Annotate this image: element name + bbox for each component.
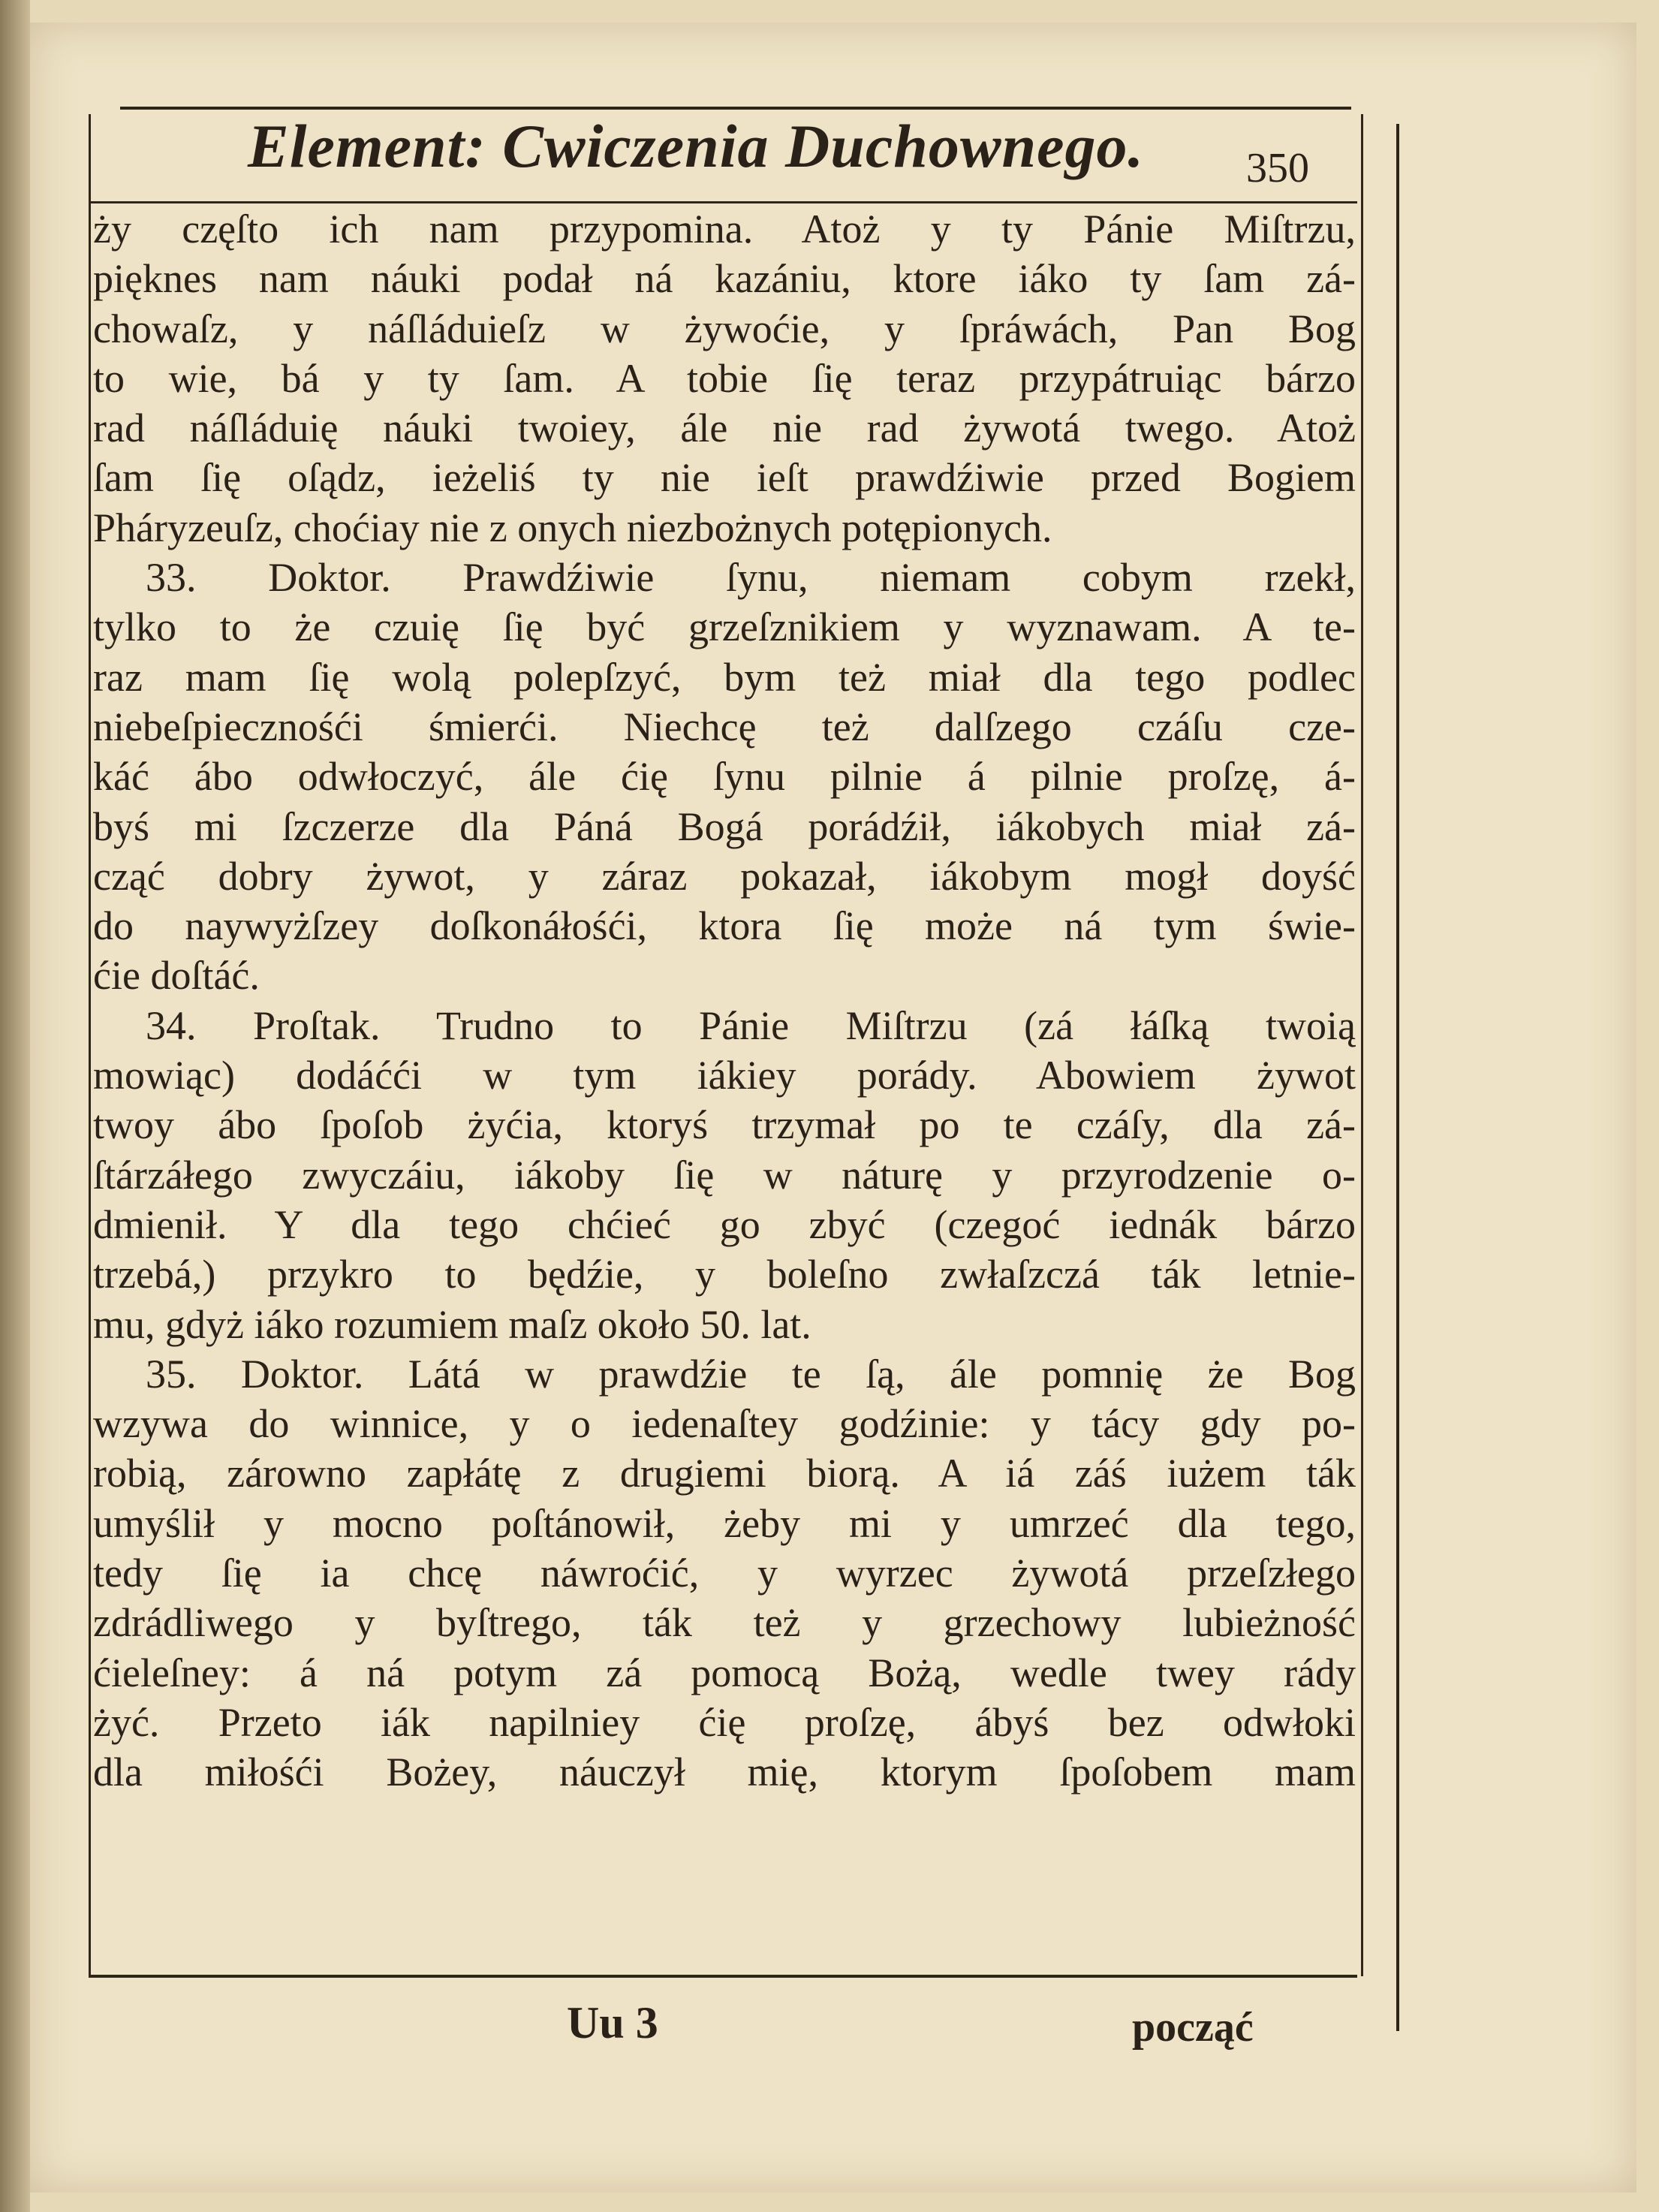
text-line: ćieleſney: á ná potym zá pomocą Bożą, wedle twey rády <box>93 1650 1356 1695</box>
book-gutter <box>0 0 30 2212</box>
text-line: tylko to że czuię ſię być grzeſznikiem y wyznawam. A te- <box>93 604 1356 650</box>
text-line: to wie, bá y ty ſam. A tobie ſię teraz przypátruiąc bárzo <box>93 355 1356 401</box>
text-line: rad náſláduię náuki twoiey, ále nie rad żywotá twego. Atoż <box>93 405 1356 451</box>
text-line: káć ábo odwłoczyć, ále ćię ſynu pilnie á pilnie proſzę, á- <box>93 754 1356 800</box>
text-line: pięknes nam náuki podał ná kazániu, ktore iáko ty ſam zá- <box>93 256 1356 302</box>
outer-margin-rule <box>1396 124 1399 2031</box>
text-line: wzywa do winnice, y o iedenaſtey godźinie: y tácy gdy po- <box>93 1401 1356 1447</box>
text-line: dmienił. Y dla tego chćieć go zbyć (czegoć iednák bárzo <box>93 1201 1356 1247</box>
text-line: cząć dobry żywot, y záraz pokazał, iákobym mogł doyść <box>93 853 1356 899</box>
text-line: trzebá,) przykro to będźie, y boleſno zwłaſzczá ták letnie- <box>93 1252 1356 1297</box>
text-line: Pháryzeuſz, choćiay nie z onych niezbożnych potępionych. <box>93 505 1052 550</box>
text-line: 35. Doktor. Látá w prawdźie te ſą, ále pomnię że Bog <box>146 1351 1356 1397</box>
text-line: zdrádliwego y byſtrego, ták też y grzechowy lubieżność <box>93 1600 1356 1646</box>
signature-mark: Uu 3 <box>567 1998 658 2048</box>
text-line: raz mam ſię wolą polepſzyć, bym też miał dla tego podlec <box>93 654 1356 700</box>
text-line: umyślił y mocno poſtánowił, żeby mi y umrzeć dla tego, <box>93 1500 1356 1546</box>
text-line: robią, zárowno zapłátę z drugiemi biorą. A iá záś iużem ták <box>93 1451 1356 1496</box>
text-line: ży częſto ich nam przypomina. Atoż y ty Pánie Miſtrzu, <box>93 206 1356 252</box>
text-line: tedy ſię ia chcę náwroćić, y wyrzec żywotá przeſzłego <box>93 1551 1356 1596</box>
text-line: mu, gdyż iáko rozumiem maſz około 50. lat. <box>93 1301 811 1347</box>
text-line: ſam ſię oſądz, ieżeliś ty nie ieſt prawdźiwie przed Bogiem <box>93 455 1356 501</box>
catchword: począć <box>1132 2004 1254 2051</box>
running-title: Element: Cwiczenia Duchownego. <box>248 112 1145 180</box>
page-number: 350 <box>1246 145 1309 191</box>
body-text <box>93 204 1356 1798</box>
text-line: ſtárzáłego zwyczáiu, iákoby ſię w náturę y przyrodzenie o- <box>93 1152 1356 1198</box>
text-line: żyć. Przeto iák napilniey ćię proſzę, ábyś bez odwłoki <box>93 1699 1356 1745</box>
text-line: dla miłośći Bożey, náuczył mię, ktorym ſpoſobem mam <box>93 1749 1356 1795</box>
text-line: 34. Proſtak. Trudno to Pánie Miſtrzu (zá łáſką twoią <box>146 1002 1356 1048</box>
text-line: byś mi ſzczerze dla Páná Bogá porádźił, iákobych miał zá- <box>93 803 1356 849</box>
text-line: do naywyżſzey doſkonáłośći, ktora ſię może ná tym świe- <box>93 903 1356 949</box>
footer-rule <box>89 1975 1357 1978</box>
text-line: chowaſz, y náſláduieſz w żywoćie, y ſpráwách, Pan Bog <box>93 306 1356 351</box>
text-line: 33. Doktor. Prawdźiwie ſynu, niemam cobym rzekł, <box>146 555 1356 601</box>
text-line: ćie doſtáć. <box>93 953 260 999</box>
text-line: niebeſpiecznośći śmierći. Niechcę też dalſzego czáſu cze- <box>93 704 1356 749</box>
header-rule <box>120 107 1351 110</box>
text-line: twoy ábo ſpoſob żyćia, ktoryś trzymał po te czáſy, dla zá- <box>93 1102 1356 1148</box>
text-line: mowiąc) dodáćći w tym iákiey porády. Abowiem żywot <box>93 1053 1356 1098</box>
